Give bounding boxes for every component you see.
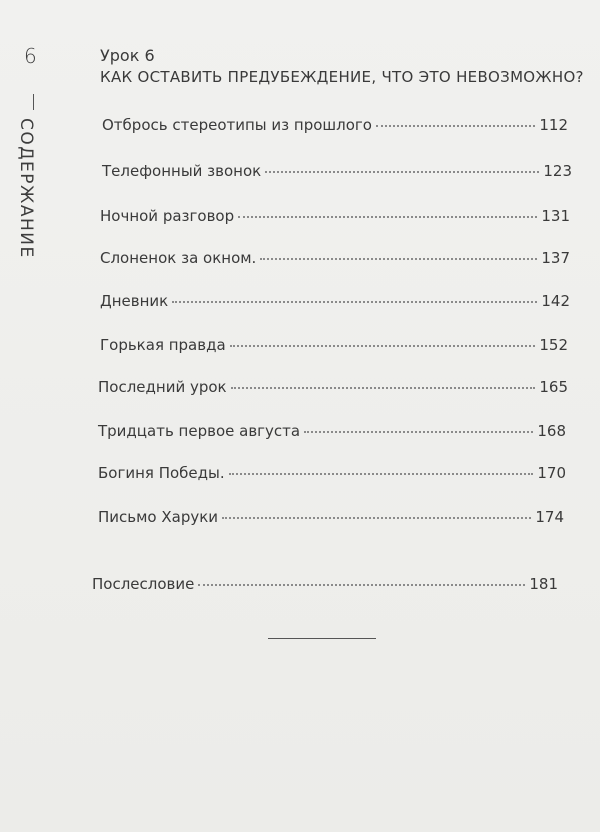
toc-entry-page: 152 — [539, 336, 568, 354]
toc-leader — [238, 216, 537, 218]
toc-entry-title: Отбрось стереотипы из прошлого — [102, 116, 372, 134]
toc-leader — [230, 345, 536, 347]
toc-leader — [376, 125, 535, 127]
toc-entry-page: 170 — [537, 464, 566, 482]
toc-entry-page: 168 — [537, 422, 566, 440]
toc-leader — [222, 517, 531, 519]
section-title: СОДЕРЖАНИЕ — [16, 118, 36, 259]
toc-leader — [231, 387, 536, 389]
toc-entry-title: Горькая правда — [100, 336, 226, 354]
toc-entry — [100, 249, 570, 267]
toc-entry — [92, 575, 558, 593]
toc-entry-title: Богиня Победы. — [98, 464, 225, 482]
toc-entry — [102, 162, 572, 180]
toc-leader — [265, 171, 539, 173]
toc-entry-page: 181 — [529, 575, 558, 593]
toc-entry-page: 174 — [535, 508, 564, 526]
page-number: 6 — [24, 44, 37, 68]
toc-entry — [100, 207, 570, 225]
toc-leader — [198, 584, 525, 586]
toc-entry-page: 112 — [539, 116, 568, 134]
toc-entry-page: 137 — [541, 249, 570, 267]
toc-leader — [229, 473, 534, 475]
toc-entry-title: Тридцать первое августа — [98, 422, 301, 440]
toc-entry-title: Ночной разговор — [100, 207, 235, 225]
toc-entry — [100, 292, 570, 310]
toc-entry-page: 165 — [539, 378, 568, 396]
toc-entry-title: Дневник — [100, 292, 169, 310]
toc-entry — [98, 422, 566, 440]
toc-entry — [98, 464, 566, 482]
toc-entry — [100, 336, 568, 354]
toc-leader — [172, 301, 537, 303]
toc-entry-title: Телефонный звонок — [102, 162, 262, 180]
end-divider — [268, 638, 376, 639]
toc-entry-title: Послесловие — [92, 575, 195, 593]
lesson-label: Урок 6 — [100, 46, 155, 65]
toc-entry-title: Слоненок за окном. — [100, 249, 257, 267]
toc-entry — [102, 116, 568, 134]
lesson-title: КАК ОСТАВИТЬ ПРЕДУБЕЖДЕНИЕ, ЧТО ЭТО НЕВОЗМОЖНО? — [100, 68, 584, 86]
toc-entry-page: 131 — [541, 207, 570, 225]
toc-leader — [304, 431, 533, 433]
toc-entry — [98, 378, 568, 396]
toc-entry — [98, 508, 564, 526]
toc-entry-title: Письмо Харуки — [98, 508, 219, 526]
toc-entry-title: Последний урок — [98, 378, 227, 396]
toc-entry-page: 142 — [541, 292, 570, 310]
toc-leader — [260, 258, 537, 260]
toc-entry-page: 123 — [543, 162, 572, 180]
